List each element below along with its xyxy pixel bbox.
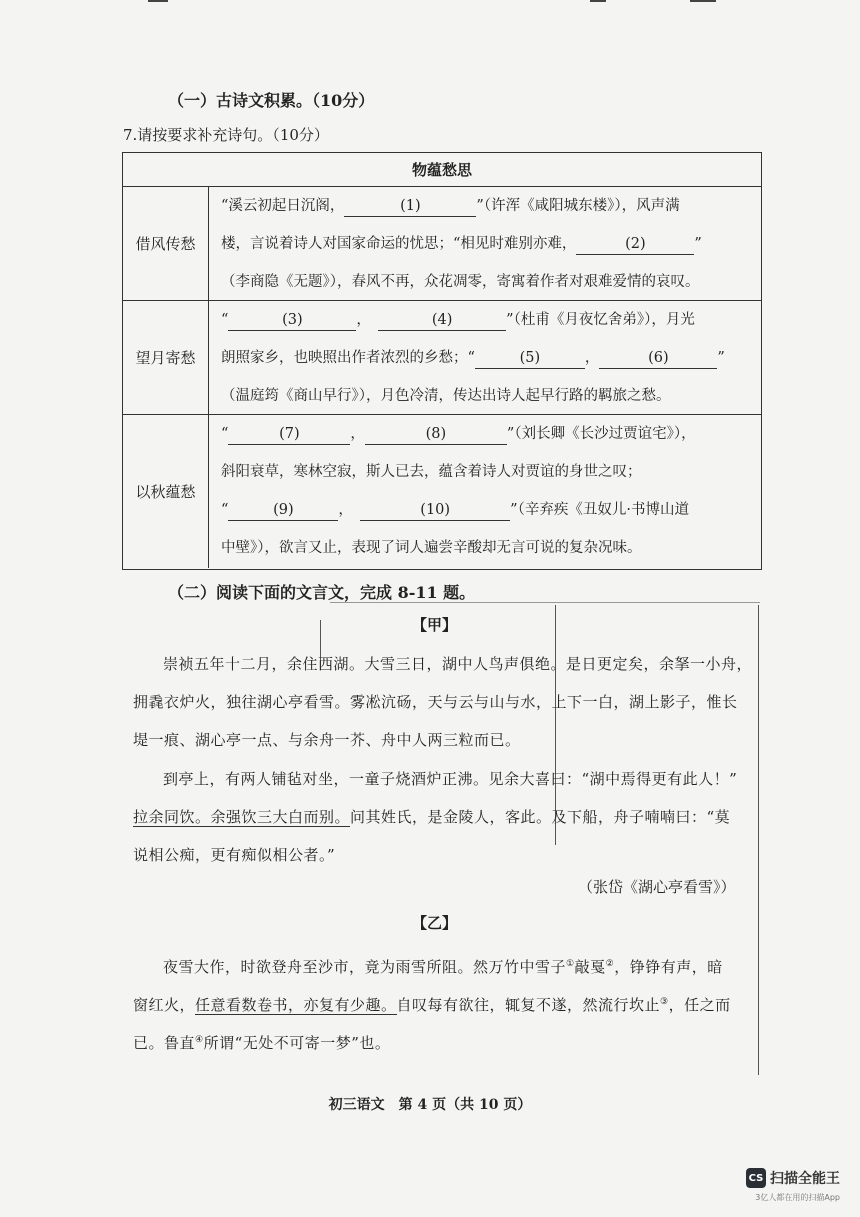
blank-9[interactable]: (9) [228,500,338,521]
row-content: “ (7) ， (8) ”（刘长卿《长沙过贾谊宅》）， 斜阳衰草，寒林空寂，斯人已去，蕴含着诗人对贾谊的身世之叹； “ (9) ， (10) ”（辛弃疾《丑奴儿·书博山道 中壁》），欲言又止，表现了词人遍尝辛酸却无言可说的复杂况味。 [221,426,696,556]
scan-line [330,602,760,603]
blank-10[interactable]: (10) [360,500,510,521]
blank-1[interactable]: (1) [344,196,476,217]
section1-heading: （一）古诗文积累。（10分） [168,91,375,110]
row-label: 以秋蕴愁 [123,415,209,568]
poem-table [122,152,762,570]
passage-yi-title: 【乙】 [412,914,458,932]
underlined-sentence: 拉余同饮。余强饮三大白而别。 [133,808,351,826]
blank-4[interactable]: (4) [378,310,506,331]
question-7: 7.请按要求补充诗句。（10分） [123,126,329,144]
camscanner-logo-icon: CS [746,1168,766,1188]
row-label: 借风传愁 [123,187,209,300]
underlined-sentence: 任意看数卷书，亦复有少趣。 [195,996,397,1014]
top-edge-marks [0,0,860,10]
blank-7[interactable]: (7) [228,424,350,445]
row-content: “溪云初起日沉阁， (1) ”（许浑《咸阳城东楼》），风声满 楼，言说着诗人对国家命运的忧思；“相见时难别亦难， (2) ” （李商隐《无题》），春风不再，众花凋零，寄寓着作者对艰难爱情的哀叹。 [221,198,702,290]
blank-2[interactable]: (2) [576,234,694,255]
passage-jia-p1: 崇祯五年十二月，余住西湖。大雪三日，湖中人鸟声俱绝。是日更定矣，余拏一小舟， 拥毳衣炉火，独往湖心亭看雪。雾凇沆砀，天与云与山与水，上下一白，湖上影子，惟长 堤一痕、湖心亭一点、与余舟一芥、舟中人两三粒而已。 [133,655,753,749]
row-content: “ (3) ， (4) ”（杜甫《月夜忆舍弟》），月光 朗照家乡，也映照出作者浓烈的乡愁；“ (5) ， (6) ” （温庭筠《商山早行》），月色冷清，传达出诗人起早行路的羁旅之愁。 [221,312,725,404]
blank-6[interactable]: (6) [599,348,717,369]
scan-line [758,605,759,1075]
table-row-1 [123,187,761,301]
section2-heading: （二）阅读下面的文言文，完成 8-11 题。 [168,583,476,602]
table-row-3 [123,415,761,568]
passage-jia-source: （张岱《湖心亭看雪》） [578,878,736,896]
table-row-2 [123,301,761,415]
blank-3[interactable]: (3) [228,310,356,331]
passage-yi: 夜雪大作，时欲登舟至沙市，竟为雨雪所阻。然万竹中雪子①敲戛②，铮铮有声，暗 窗红火，任意看数卷书，亦复有少趣。自叹每有欲往，辄复不遂，然流行坎止③，任之而 已。鲁直④所谓“无处不可寄一梦”也。 [133,958,731,1052]
scanner-watermark: CS 扫描全能王 [746,1168,840,1188]
scanner-tagline: 3亿人都在用的扫描App [755,1193,840,1202]
page-footer: 初三语文 第 4 页（共 10 页） [328,1097,532,1113]
blank-8[interactable]: (8) [365,424,507,445]
table-title: 物蕴愁思 [123,153,761,187]
passage-jia-title: 【甲】 [412,616,458,634]
passage-jia-p2: 到亭上，有两人铺毡对坐，一童子烧酒炉正沸。见余大喜曰：“湖中焉得更有此人！” 拉余同饮。余强饮三大白而别。问其姓氏，是金陵人，客此。及下船，舟子喃喃曰：“莫 说相公痴，更有痴似相公者。” [133,770,738,864]
blank-5[interactable]: (5) [475,348,585,369]
row-label: 望月寄愁 [123,301,209,414]
